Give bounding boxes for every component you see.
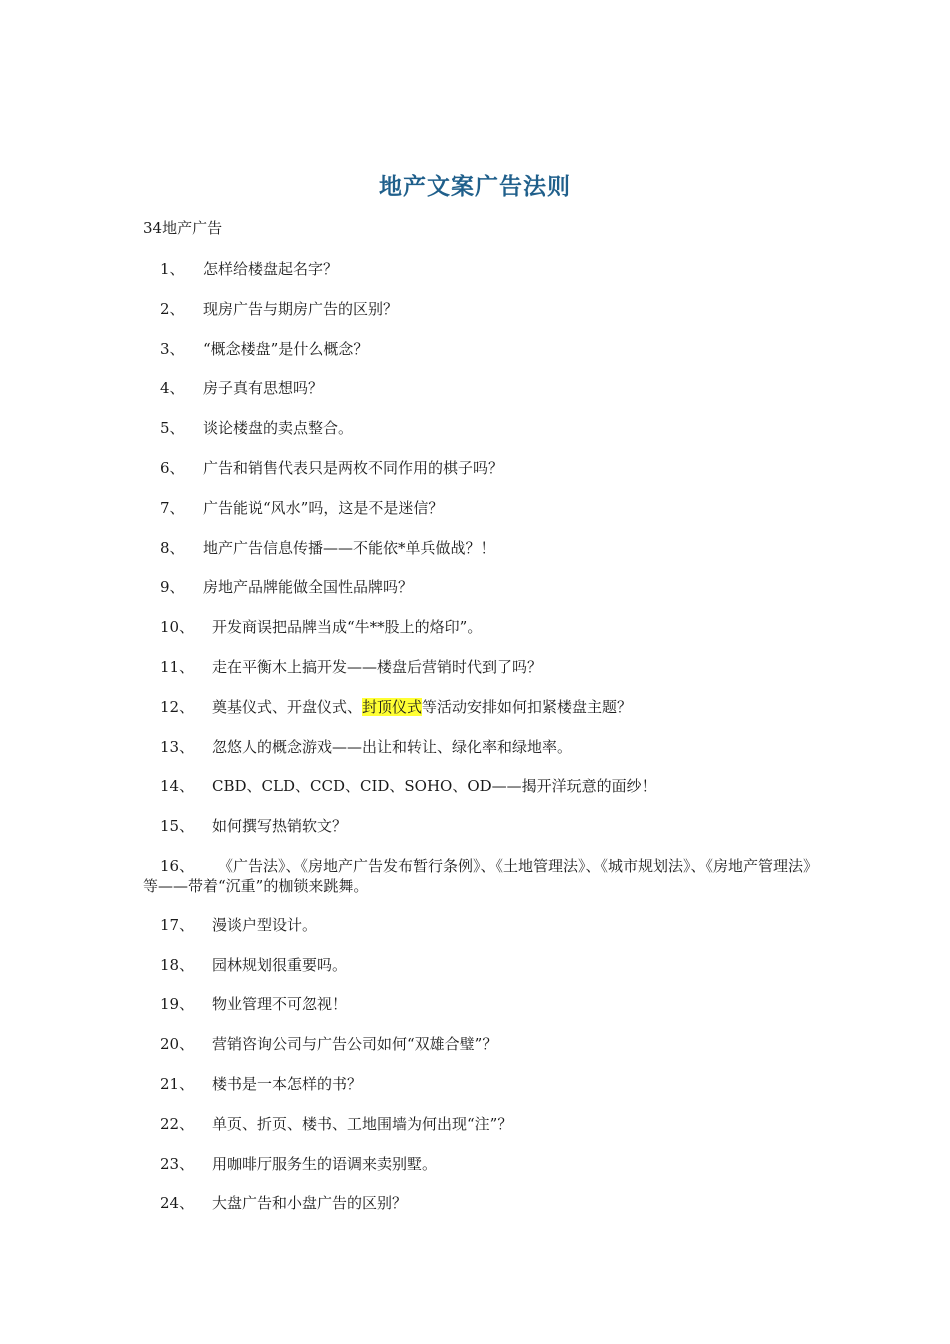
item-text: 用咖啡厅服务生的语调来卖别墅。: [212, 1155, 438, 1173]
item-text: 走在平衡木上搞开发——楼盘后营销时代到了吗？: [212, 658, 543, 676]
item-number: 13、: [160, 738, 195, 756]
item-text: 物业管理不可忽视！: [212, 995, 348, 1013]
item-number: 1、: [160, 260, 185, 278]
item-number: 7、: [160, 499, 185, 517]
item-number: 23、: [160, 1155, 195, 1173]
item-text: 开发商误把品牌当成“牛**股上的烙印”。: [212, 618, 483, 636]
item-text: 房地产品牌能做全国性品牌吗？: [203, 578, 414, 596]
item-number: 5、: [160, 419, 185, 437]
item-text: 漫谈户型设计。: [212, 916, 318, 934]
item-number: 22、: [160, 1115, 195, 1133]
item-number: 15、: [160, 817, 195, 835]
item-text: 园林规划很重要吗。: [212, 956, 348, 974]
item-number: 4、: [160, 379, 185, 397]
item-text: 如何撰写热销软文？: [212, 817, 348, 835]
item-number: 10、: [160, 618, 195, 636]
item-number: 21、: [160, 1075, 195, 1093]
item-number: 19、: [160, 995, 195, 1013]
item-number: 18、: [160, 956, 195, 974]
item-number: 11、: [160, 658, 195, 676]
item-text: CBD、CLD、CCD、CID、SOHO、OD——揭开洋玩意的面纱！: [212, 777, 657, 795]
item-text: 广告能说“风水”吗，这是不是迷信？: [203, 499, 444, 517]
item-text: 房子真有思想吗？: [203, 379, 324, 397]
item-number: 24、: [160, 1194, 195, 1212]
item-number: 20、: [160, 1035, 195, 1053]
item-number: 17、: [160, 916, 195, 934]
document-subtitle: 34地产广告: [143, 219, 223, 237]
item-number: 9、: [160, 578, 185, 596]
item-text: “概念楼盘”是什么概念？: [203, 340, 369, 358]
item-number: 16、: [160, 857, 195, 875]
item-text: 单页、折页、楼书、工地围墙为何出现“注”？: [212, 1115, 513, 1133]
item-number: 3、: [160, 340, 185, 358]
item-text: 广告和销售代表只是两枚不同作用的棋子吗？: [203, 459, 504, 477]
item-number: 2、: [160, 300, 185, 318]
document-title: 地产文案广告法则: [379, 173, 571, 200]
item-text: 地产广告信息传播——不能依*单兵做战？！: [203, 539, 496, 557]
item-text: 怎样给楼盘起名字？: [203, 260, 339, 278]
item-text: 《广告法》、《房地产广告发布暂行条例》、《土地管理法》、《城市规划法》、《房地产管理法》等——带着“沉重”的枷锁来跳舞。: [143, 857, 819, 895]
item-text: [212, 697, 632, 717]
item-text: 大盘广告和小盘广告的区别？: [212, 1194, 408, 1212]
item-number: 6、: [160, 459, 185, 477]
item-number: 8、: [160, 539, 185, 557]
item-text-after: 等活动安排如何扣紧楼盘主题？: [422, 698, 633, 716]
item-text-before: 奠基仪式、开盘仪式、: [212, 698, 363, 716]
item-text: 谈论楼盘的卖点整合。: [203, 419, 354, 437]
highlighted-text: 封顶仪式: [362, 698, 423, 716]
item-text: 忽悠人的概念游戏——出让和转让、绿化率和绿地率。: [212, 738, 573, 756]
item-text: 营销咨询公司与广告公司如何“双雄合璧”？: [212, 1035, 498, 1053]
item-text: 现房广告与期房广告的区别？: [203, 300, 399, 318]
item-number: 12、: [160, 698, 195, 716]
item-text: 楼书是一本怎样的书？: [212, 1075, 363, 1093]
item-number: 14、: [160, 777, 195, 795]
